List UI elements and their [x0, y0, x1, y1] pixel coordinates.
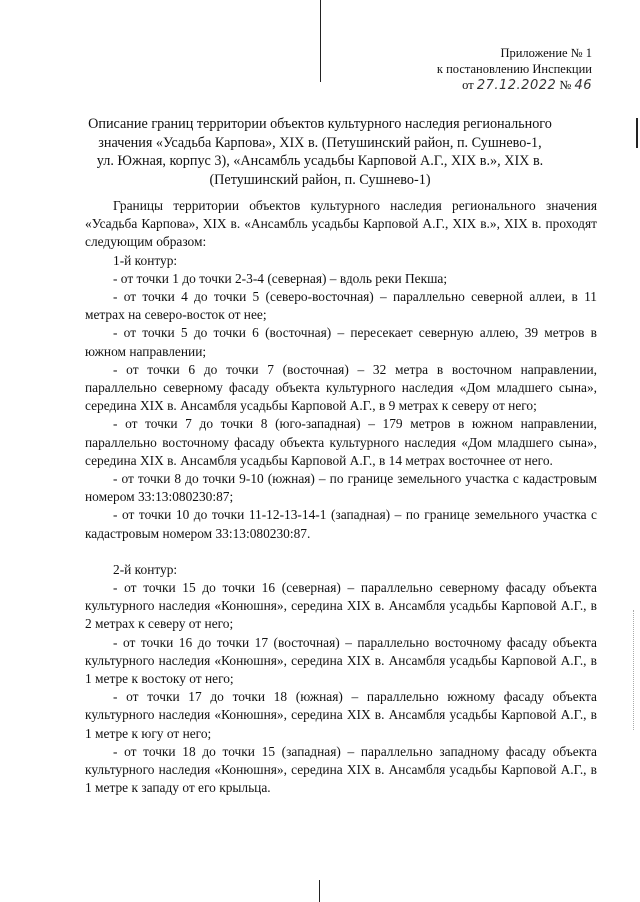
contour-2-label: 2-й контур: [113, 561, 178, 577]
handwritten-number: 46 [574, 78, 592, 93]
contour-1-item: - от точки 1 до точки 2-3-4 (северная) – вдоль реки Пекша; [113, 270, 448, 286]
number-prefix: № [559, 78, 572, 92]
date-prefix: от [462, 78, 474, 92]
contour-1-item: - от точки 7 до точки 8 (юго-западная) – 179 метров в южном направлении, параллельно восточному фасаду объекта культурного наследия «Дом младшего сына», середина XIX в. Ансамбля усадьбы Карповой А.Г., в 14 метрах восточнее от него. [85, 416, 597, 468]
section-spacer [85, 543, 597, 561]
contour-1-label: 1-й контур: [113, 252, 178, 268]
appendix-reference: к постановлению Инспекции [436, 62, 592, 76]
appendix-date-line [332, 77, 592, 94]
scan-fold-line-bottom [319, 880, 320, 902]
scan-fold-line-top [320, 0, 321, 82]
handwritten-date: 27.12.2022 [476, 78, 557, 93]
contour-1-item: - от точки 10 до точки 11-12-13-14-1 (западная) – по границе земельного участка с кадастровым номером 33:13:080230:87. [85, 507, 597, 541]
contour-2-item: - от точки 18 до точки 15 (западная) – параллельно западному фасаду объекта культурного наследия «Конюшня», середина XIX в. Ансамбля усадьбы Карповой А.Г., в 1 метре к западу от его крыльца. [85, 743, 597, 796]
contour-2-item: - от точки 17 до точки 18 (южная) – параллельно южному фасаду объекта культурного наследия «Конюшня», середина XIX в. Ансамбля усадьбы Карповой А.Г., в 1 метре к югу от него; [85, 689, 597, 741]
appendix-number: Приложение № 1 [500, 46, 592, 60]
contour-2-item: - от точки 15 до точки 16 (северная) – параллельно северному фасаду объекта культурного наследия «Конюшня», середина XIX в. Ансамбля усадьбы Карповой А.Г., в 2 метрах к северу от него; [85, 580, 597, 632]
contour-2-item: - от точки 16 до точки 17 (восточная) – параллельно восточному фасаду объекта культурного наследия «Конюшня», середина XIX в. Ансамбля усадьбы Карповой А.Г., в 1 метре к востоку от него; [85, 634, 597, 687]
title-line-1: Описание границ территории объектов культурного наследия регионального [88, 116, 552, 132]
contour-1-item: - от точки 6 до точки 7 (восточная) – 32 метра в восточном направлении, параллельно северному фасаду объекта культурного наследия «Дом младшего сына», середина XIX в. Ансамбля усадьбы Карповой А.Г., в 9 метрах к северу от него; [85, 361, 597, 414]
title-line-3: ул. Южная, корпус 3), «Ансамбль усадьбы Карповой А.Г., XIX в.», XIX в. [96, 153, 544, 169]
scan-edge-noise [633, 610, 637, 730]
document-title [60, 115, 580, 189]
contour-1-item: - от точки 4 до точки 5 (северо-восточная) – параллельно северной аллеи, в 11 метрах на северо-восток от нее; [85, 289, 597, 323]
title-line-4: (Петушинский район, п. Сушнево-1) [209, 171, 431, 188]
intro-paragraph: Границы территории объектов культурного наследия регионального значения «Усадьба Карпова», XIX в. «Ансамбль усадьбы Карповой А.Г., XIX в.», XIX в. проходят следующим образом: [85, 198, 597, 250]
contour-1-item: - от точки 8 до точки 9-10 (южная) – по границе земельного участка с кадастровым номером 33:13:080230:87; [85, 471, 597, 505]
document-body [85, 197, 597, 798]
scan-edge-mark [636, 118, 638, 148]
title-line-2: значения «Усадьба Карпова», XIX в. (Петушинский район, п. Сушнево-1, [98, 134, 542, 151]
appendix-header [332, 45, 592, 94]
contour-1-item: - от точки 5 до точки 6 (восточная) – пересекает северную аллею, 39 метров в южном направлении; [85, 325, 597, 359]
